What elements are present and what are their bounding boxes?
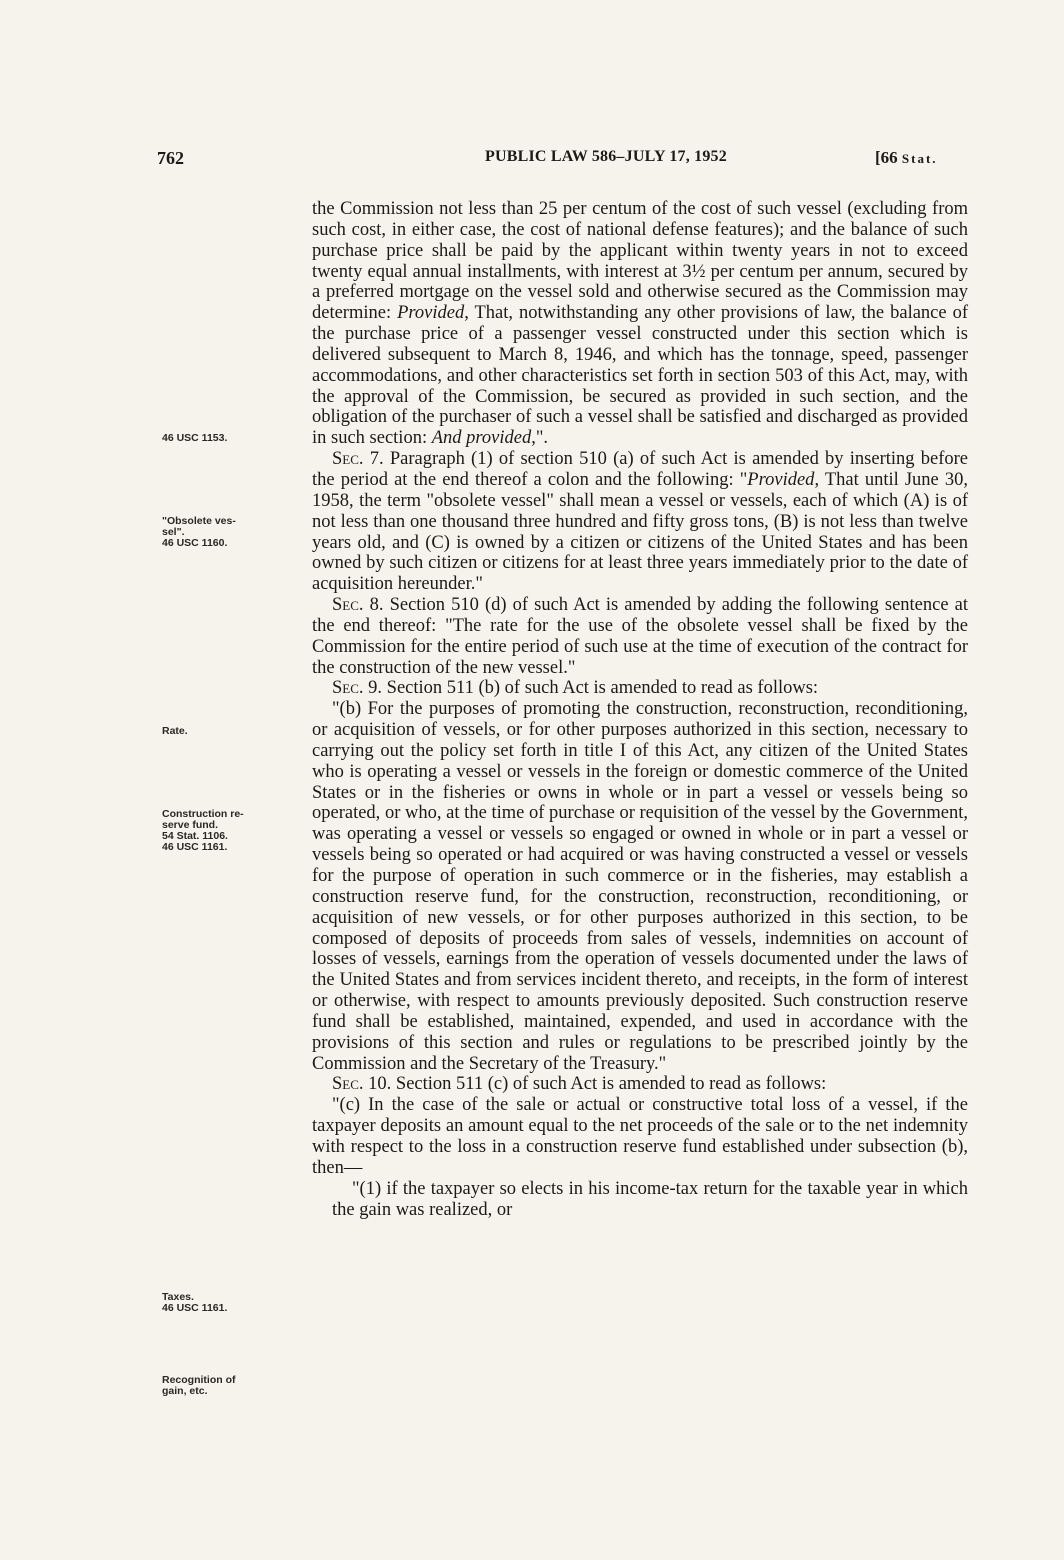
stat-reference [875,148,938,168]
paragraph-continued: the Commission not less than 25 per centum of the cost of such vessel (excluding from such cost, in either case, the cost of national defense features); and the balance of such purchase price shall be paid by the applicant within twenty years in not to exceed twenty equal annual installments, with interest at 3½ per centum per annum, secured by a preferred mortgage on the vessel sold and otherwise secured as the Commission may determine: Provided, That, notwithstanding any other provisions of law, the balance of the purchase price of a passenger vessel constructed under this section which is delivered subsequent to March 8, 1946, and which has the tonnage, speed, passenger accommodations, and other characteristics set forth in section 503 of this Act, may, with the approval of the Commission, be secured as provided in such section, and the obligation of the purchaser of such a vessel shall be satisfied and discharged as provided in such section: And provided,". [312,199,968,449]
section-label: Sec. 7. [332,449,384,470]
main-text-column [312,199,968,1220]
stat-label: Stat. [901,151,938,166]
margin-note-text: "Obsolete ves- [162,515,236,527]
margin-note-recognition [162,1375,302,1397]
margin-note-text: 46 USC 1161. [162,841,228,853]
margin-note-usc-1153 [162,433,302,444]
running-header [0,148,1064,172]
section-9: Sec. 9. Section 511 (b) of such Act is amended to read as follows: [332,678,819,699]
running-title: PUBLIC LAW 586–JULY 17, 1952 [485,148,727,165]
margin-note-text: Taxes. [162,1291,194,1303]
section-label: Sec. 9. [332,678,383,699]
section-10: Sec. 10. Section 511 (c) of such Act is amended to read as follows: [332,1074,827,1095]
margin-note-rate [162,726,302,737]
margin-note-text: 46 USC 1161. [162,1302,228,1314]
margin-note-text: Construction re- [162,808,244,820]
section-label: Sec. 8. [332,595,384,616]
margin-note-text: gain, etc. [162,1385,208,1397]
section-9-subsection-b: "(b) For the purposes of promoting the construction, reconstruction, reconditioning, or acquisition of vessels, or for other purposes authorized in this section, necessary to carrying out the policy set forth in title I of this Act, any citizen of the United States who is operating a vessel or vessels in the foreign or domestic commerce of the United States or in the fisheries or owns in whole or in part a vessel or vessels being so operated, or who, at the time of purchase or requisition of the vessel by the Government, was operating a vessel or vessels so engaged or owned in whole or in part a vessel or vessels being so operated or had acquired or was having constructed a vessel or vessels for the purpose of operation in such commerce or in the fisheries, may establish a construction reserve fund, for the construction, reconstruction, reconditioning, or acquisition of new vessels, or for other purposes authorized in this section, to be composed of deposits of proceeds from sales of vessels, indemnities on account of losses of vessels, earnings from the operation of vessels documented under the laws of the United States and from services incident thereto, and receipts, in the form of interest or otherwise, with respect to amounts previously deposited. Such construction reserve fund shall be established, maintained, expended, and used in accordance with the provisions of this section and rules or regulations to be prescribed jointly by the Commission and the Secretary of the Treasury." [312,699,968,1074]
section-10-clause-1: "(1) if the taxpayer so elects in his income-tax return for the taxable year in which the gain was realized, or [332,1178,968,1220]
stat-volume: [66 [875,148,898,167]
margin-note-text: 46 USC 1160. [162,537,228,549]
margin-note-text: 54 Stat. 1106. [162,830,228,842]
margin-note-taxes [162,1292,302,1314]
margin-note-text: Rate. [162,725,188,737]
margin-note-text: sel". [162,526,185,538]
margin-note-text: 46 USC 1153. [162,432,228,444]
page-number: 762 [157,148,184,168]
section-label: Sec. 10. [332,1074,392,1095]
margin-note-construction-reserve [162,809,302,853]
margin-note-text: Recognition of [162,1374,236,1386]
section-10-subsection-c: "(c) In the case of the sale or actual or constructive total loss of a vessel, if the taxpayer deposits an amount equal to the net proceeds of the sale or to the net indemnity with respect to the loss in a construction reserve fund established under subsection (b), then— [312,1095,968,1178]
section-7: Sec. 7. Paragraph (1) of section 510 (a) of such Act is amended by inserting before the period at the end thereof a colon and the following: "Provided, That until June 30, 1958, the term "obsolete vessel" shall mean a vessel or vessels, each of which (A) is of not less than one thousand three hundred and fifty gross tons, (B) is not less than twelve years old, and (C) is owned by a citizen or citizens of the United States and has been owned by such citizen or citizens for at least three years immediately prior to the date of acquisition hereunder." [312,449,968,595]
margin-note-text: serve fund. [162,819,219,831]
margin-note-obsolete-vessel [162,516,302,549]
section-8: Sec. 8. Section 510 (d) of such Act is amended by adding the following sentence at the end thereof: "The rate for the use of the obsolete vessel shall be fixed by the Commission for the entire period of such use at the time of execution of the contract for the construction of the new vessel." [312,595,968,678]
